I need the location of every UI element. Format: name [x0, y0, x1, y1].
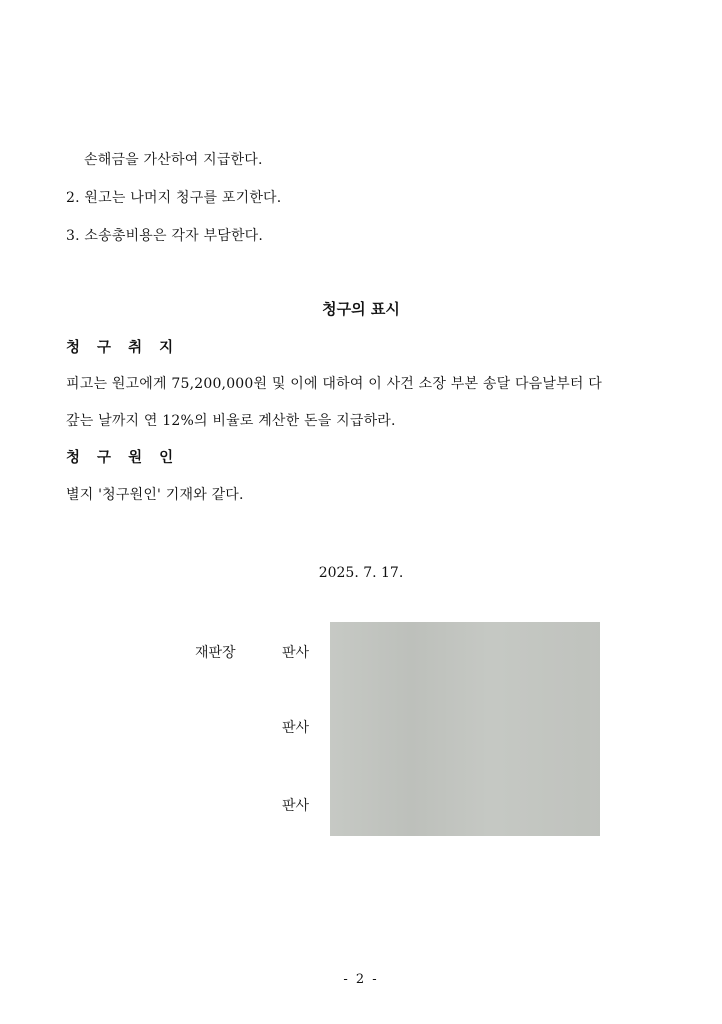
page-number: - 2 - — [343, 972, 379, 987]
claim-purpose-line-2: 갚는 날까지 연 12%의 비율로 계산한 돈을 지급하라. — [66, 413, 396, 429]
claim-cause-text: 별지 '청구원인' 기재와 같다. — [66, 487, 244, 503]
claim-purpose-line-1: 피고는 원고에게 75,200,000원 및 이에 대하여 이 사건 소장 부본 송달 다음날부터 다 — [66, 376, 602, 392]
item-3: 3. 소송총비용은 각자 부담한다. — [66, 228, 264, 244]
judge-label-1: 판사 — [282, 645, 310, 661]
item-2: 2. 원고는 나머지 청구를 포기한다. — [66, 190, 282, 206]
judgment-date: 2025. 7. 17. — [318, 565, 404, 581]
claim-section-title: 청구의 표시 — [322, 300, 400, 318]
claim-cause-heading: 청 구 원 인 — [66, 450, 180, 466]
presiding-judge-label: 재판장 — [195, 645, 236, 661]
judge-label-2: 판사 — [282, 720, 310, 736]
continued-line: 손해금을 가산하여 지급한다. — [84, 152, 263, 168]
judge-label-3: 판사 — [282, 798, 310, 814]
signature-seal-redaction — [330, 622, 600, 836]
claim-purpose-heading: 청 구 취 지 — [66, 340, 180, 356]
